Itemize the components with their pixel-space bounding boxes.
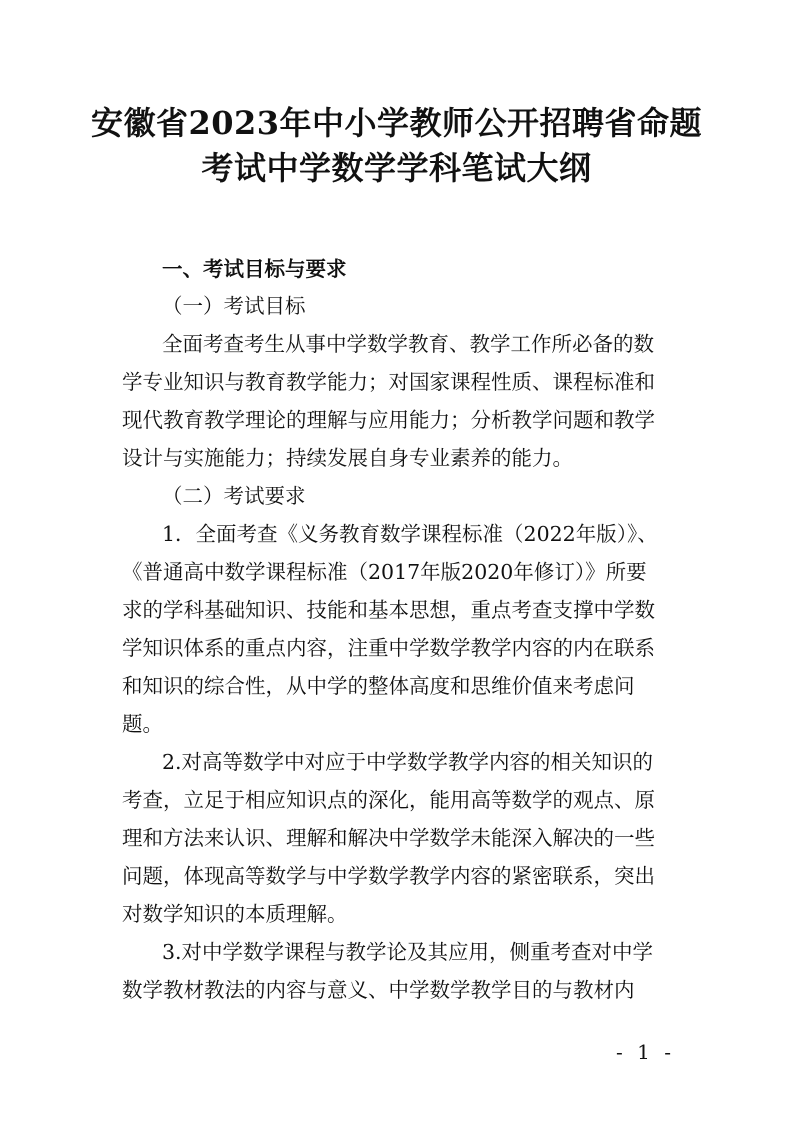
paragraph-line: 全面考查考生从事中学数学教育、教学工作所必备的数 bbox=[162, 332, 654, 356]
paragraph-line: 对数学知识的本质理解。 bbox=[122, 902, 348, 926]
paragraph-line: 《普通高中数学课程标准（2017年版2020年修订）》所要 bbox=[122, 560, 647, 584]
paragraph-line: 题。 bbox=[122, 712, 163, 736]
paragraph-line: 考查，立足于相应知识点的深化，能用高等数学的观点、原 bbox=[122, 788, 655, 812]
subsection-heading: （一）考试目标 bbox=[162, 294, 306, 318]
subsection-heading: （二）考试要求 bbox=[162, 484, 306, 508]
paragraph-line: 学知识体系的重点内容，注重中学数学教学内容的内在联系 bbox=[122, 636, 655, 660]
page-number: - 1 - bbox=[616, 1040, 675, 1064]
paragraph-line: 和知识的综合性，从中学的整体高度和思维价值来考虑问 bbox=[122, 674, 635, 698]
paragraph-line: 1．全面考查《义务教育数学课程标准（2022年版）》、 bbox=[162, 522, 658, 546]
paragraph-line: 求的学科基础知识、技能和基本思想，重点考查支撑中学数 bbox=[122, 598, 655, 622]
paragraph-line: 设计与实施能力；持续发展自身专业素养的能力。 bbox=[122, 446, 573, 470]
paragraph-line: 问题，体现高等数学与中学数学教学内容的紧密联系，突出 bbox=[122, 864, 655, 888]
paragraph-line: 2.对高等数学中对应于中学数学教学内容的相关知识的 bbox=[162, 750, 654, 774]
paragraph-line: 数学教材教法的内容与意义、中学数学教学目的与教材内 bbox=[122, 978, 635, 1002]
paragraph-line: 3.对中学数学课程与教学论及其应用，侧重考查对中学 bbox=[162, 940, 654, 964]
paragraph-line: 现代教育教学理论的理解与应用能力；分析教学问题和教学 bbox=[122, 408, 655, 432]
document-title-line-2: 考试中学数学学科笔试大纲 bbox=[201, 149, 592, 187]
paragraph-line: 学专业知识与教育教学能力；对国家课程性质、课程标准和 bbox=[122, 370, 655, 394]
paragraph-line: 理和方法来认识、理解和解决中学数学未能深入解决的一些 bbox=[122, 826, 655, 850]
section-heading: 一、考试目标与要求 bbox=[162, 257, 347, 281]
document-title-line-1: 安徽省2023年中小学教师公开招聘省命题 bbox=[90, 104, 703, 142]
